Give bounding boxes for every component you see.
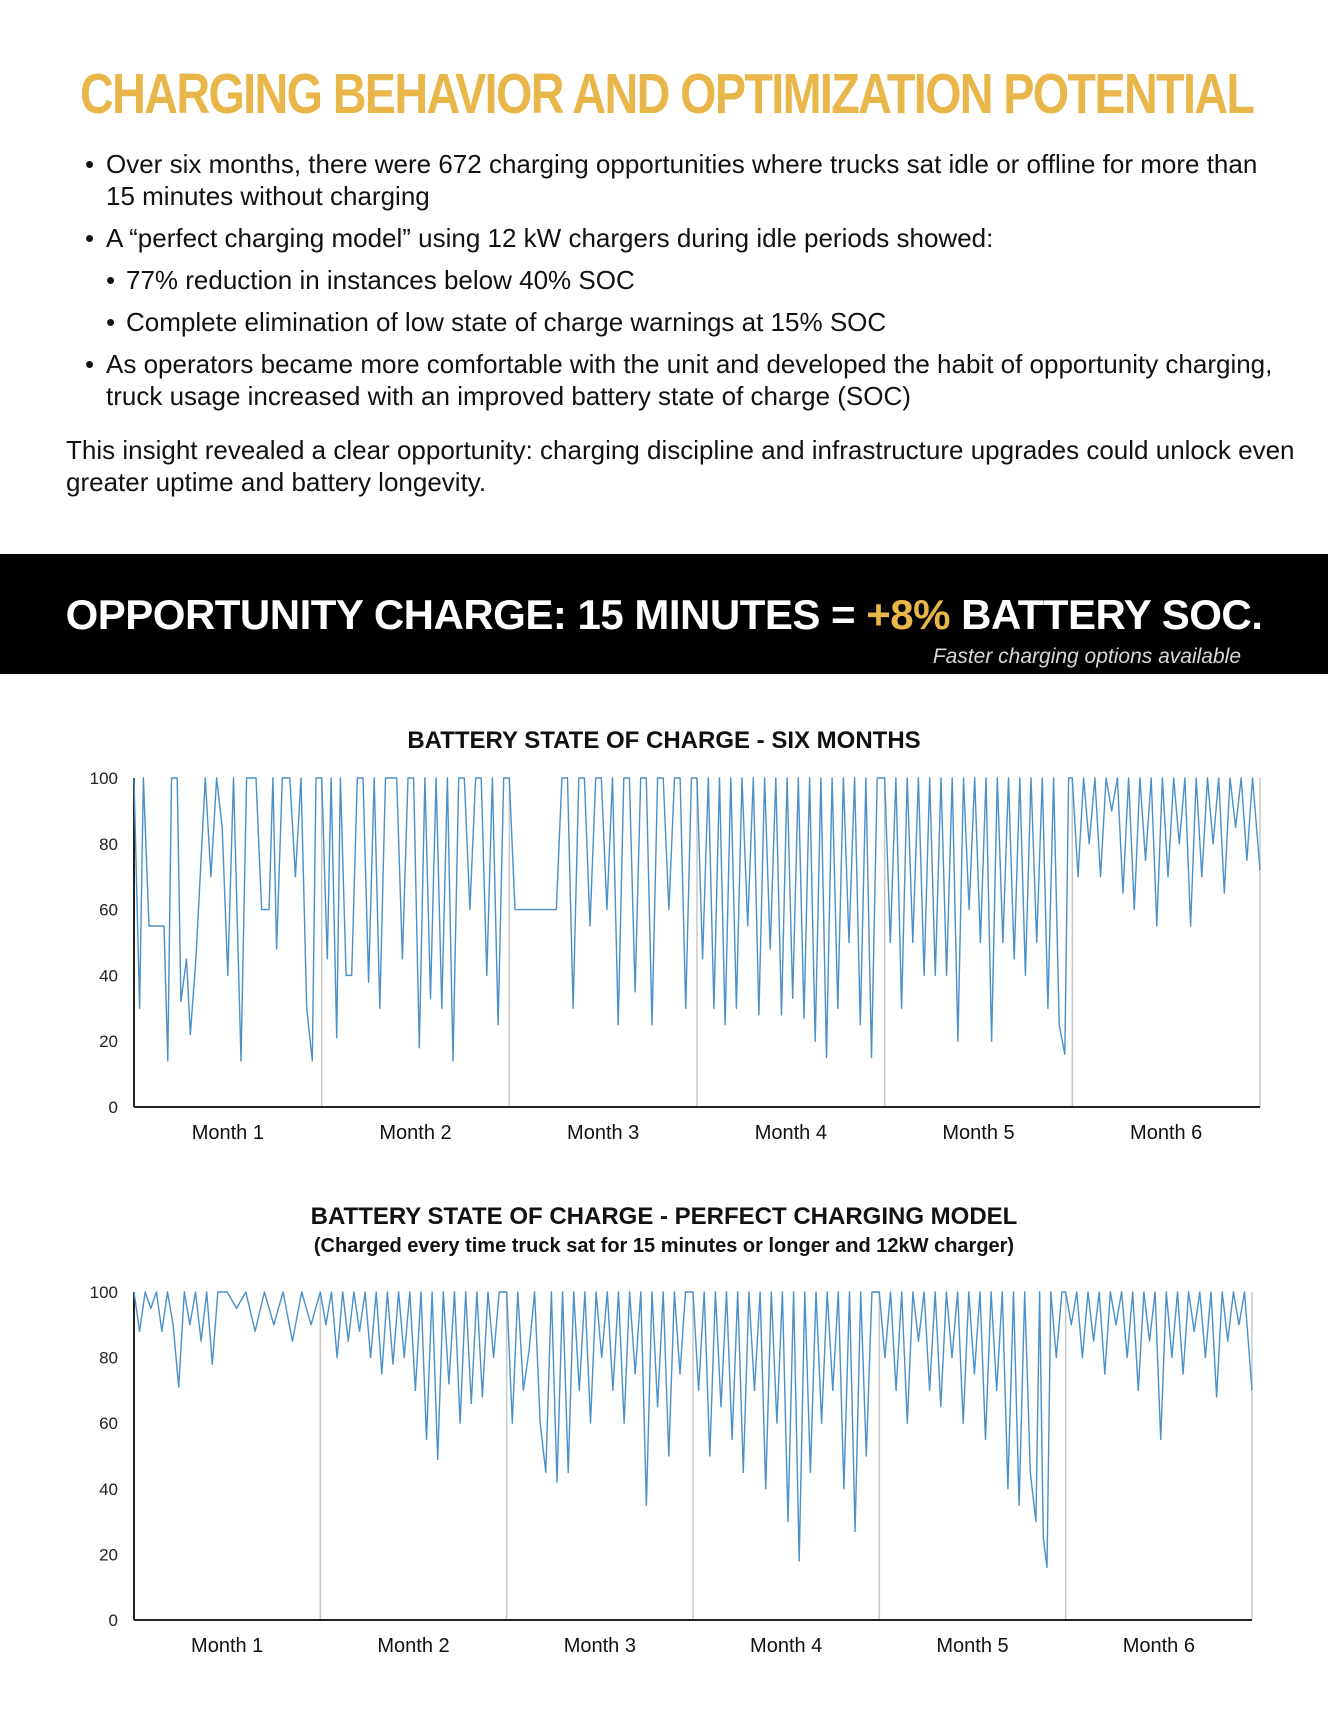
banner-headline <box>0 590 1328 640</box>
bullet-marker: • <box>85 149 95 179</box>
banner-note: Faster charging options available <box>932 645 1241 668</box>
page-title: CHARGING BEHAVIOR AND OPTIMIZATION POTENTIAL <box>80 62 1254 126</box>
y-tick-label: 0 <box>108 1611 118 1630</box>
y-tick-label: 0 <box>108 1098 118 1117</box>
bullet-item <box>66 222 1286 254</box>
chart-1 <box>0 760 1328 1150</box>
banner-headline-prefix: OPPORTUNITY CHARGE: 15 MINUTES = <box>65 591 867 638</box>
y-tick-label: 40 <box>99 1479 118 1499</box>
chart-1-title: BATTERY STATE OF CHARGE - SIX MONTHS <box>407 727 921 754</box>
x-tick-label: Month 4 <box>754 1122 827 1144</box>
sub-bullet-item <box>66 306 1286 338</box>
x-tick-label: Month 4 <box>750 1635 823 1657</box>
x-tick-label: Month 6 <box>1122 1635 1195 1657</box>
y-tick-label: 100 <box>89 1283 118 1302</box>
sub-bullet-item <box>66 264 1286 296</box>
banner-headline-suffix: BATTERY SOC. <box>950 591 1263 638</box>
y-tick-label: 60 <box>99 1414 118 1434</box>
x-tick-label: Month 5 <box>942 1122 1015 1144</box>
x-tick-label: Month 3 <box>563 1635 636 1657</box>
x-tick-label: Month 3 <box>567 1122 640 1144</box>
bullet-text: A “perfect charging model” using 12 kW chargers during idle periods showed: <box>106 223 994 253</box>
y-tick-label: 80 <box>99 834 118 854</box>
bullet-marker: • <box>85 223 95 253</box>
bullet-marker: • <box>85 349 95 379</box>
y-tick-label: 20 <box>99 1032 118 1052</box>
y-tick-label: 60 <box>99 900 118 920</box>
x-tick-label: Month 1 <box>191 1122 264 1144</box>
x-tick-label: Month 2 <box>377 1635 450 1657</box>
banner-headline-accent: +8% <box>866 591 950 638</box>
chart-2-title: BATTERY STATE OF CHARGE - PERFECT CHARGING MODEL <box>310 1203 1018 1230</box>
bullet-marker: • <box>106 265 116 295</box>
bullet-marker: • <box>106 307 116 337</box>
x-tick-label: Month 5 <box>936 1635 1009 1657</box>
bullet-text: As operators became more comfortable with the unit and developed the habit of opportunity charging, truck usage increased with an improved battery state of charge (SOC) <box>106 349 1273 411</box>
bullet-item <box>66 348 1286 412</box>
bullet-text: Over six months, there were 672 charging opportunities where trucks sat idle or offline for more than 15 minutes without charging <box>106 149 1258 211</box>
y-tick-label: 100 <box>89 769 118 788</box>
x-tick-label: Month 6 <box>1130 1122 1203 1144</box>
bullet-list <box>66 148 1286 422</box>
chart-2-subtitle: (Charged every time truck sat for 15 minutes or longer and 12kW charger) <box>313 1235 1015 1257</box>
y-tick-label: 80 <box>99 1348 118 1368</box>
bullet-text: 77% reduction in instances below 40% SOC <box>126 265 635 295</box>
y-tick-label: 20 <box>99 1545 118 1565</box>
x-tick-label: Month 2 <box>379 1122 452 1144</box>
x-tick-label: Month 1 <box>191 1635 264 1657</box>
banner <box>0 554 1328 674</box>
chart-2 <box>0 1274 1328 1664</box>
insight-paragraph: This insight revealed a clear opportunity: charging discipline and infrastructure upgrades could unlock even greater uptime and battery longevity. <box>66 435 1295 497</box>
y-tick-label: 40 <box>99 966 118 986</box>
bullet-item <box>66 148 1286 212</box>
bullet-text: Complete elimination of low state of charge warnings at 15% SOC <box>126 307 887 337</box>
